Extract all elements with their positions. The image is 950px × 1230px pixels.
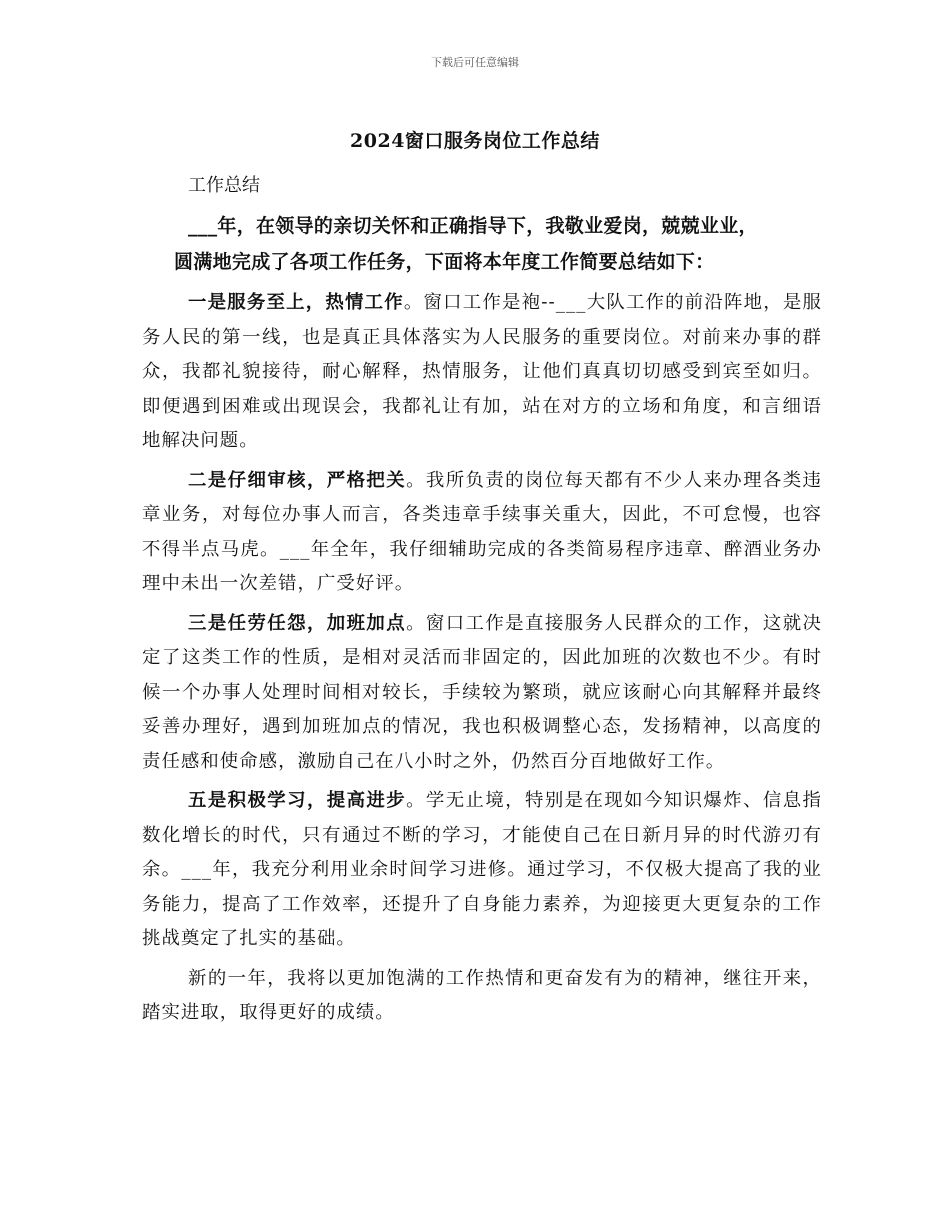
intro-line-2: 圆满地完成了各项工作任务，下面将本年度工作简要总结如下： xyxy=(174,251,715,273)
intro-line-1: ___年，在领导的亲切关怀和正确指导下，我敬业爱岗，兢兢业业， xyxy=(188,215,758,237)
section-body: 。我所负责的岗位每天都有不少人来办理各类违章业务，对每位办事人而言，各类违章手续事关重大，因此，不可怠慢，也容不得半点马虎。___年全年，我仔细辅助完成的各类简易程序违章、醉酒业务办理中未出一次差错，广受好评。 xyxy=(142,469,822,594)
section-paragraph-1 xyxy=(142,286,822,459)
closing-paragraph: 新的一年，我将以更加饱满的工作热情和更奋发有为的精神，继往开来，踏实进取，取得更好的成绩。 xyxy=(142,967,822,1023)
document-body xyxy=(142,170,822,1036)
section-heading: 三是任劳任怨，加班加点 xyxy=(188,612,407,634)
section-paragraph-4 xyxy=(142,784,822,957)
section-body: 。窗口工作是直接服务人民群众的工作，这就决定了这类工作的性质，是相对灵活而非固定的，因此加班的次数也不少。有时候一个办事人处理时间相对较长，手续较为繁琐，就应该耐心向其解释并最终妥善办理好，遇到加班加点的情况，我也积极调整心态，发扬精神，以高度的责任感和使命感，激励自己在八小时之外，仍然百分百地做好工作。 xyxy=(142,612,822,772)
section-body: 。学无止境，特别是在现如今知识爆炸、信息指数化增长的时代，只有通过不断的学习，才能使自己在日新月异的时代游刃有余。___年，我充分利用业余时间学习进修。通过学习，不仅极大提高了我的业务能力，提高了工作效率，还提升了自身能力素养，为迎接更大更复杂的工作挑战奠定了扎实的基础。 xyxy=(142,790,822,949)
document-title: 2024窗口服务岗位工作总结 xyxy=(350,130,600,152)
section-paragraph-2 xyxy=(142,464,822,602)
intro-paragraph xyxy=(142,208,822,280)
section-paragraph-3 xyxy=(142,607,822,780)
subtitle: 工作总结 xyxy=(188,175,260,196)
header-note: 下载后可任意编辑 xyxy=(431,56,519,69)
section-heading: 二是仔细审核，严格把关 xyxy=(188,469,407,491)
section-heading: 一是服务至上，热情工作 xyxy=(188,292,404,313)
section-heading: 五是积极学习，提高进步 xyxy=(188,790,407,811)
section-body: 。窗口工作是袍--___大队工作的前沿阵地，是服务人民的第一线，也是真正具体落实为人民服务的重要岗位。对前来办事的群众，我都礼貌接待，耐心解释，热情服务，让他们真真切切感受到宾至如归。即便遇到困难或出现误会，我都礼让有加，站在对方的立场和角度，和言细语地解决问题。 xyxy=(142,292,822,451)
